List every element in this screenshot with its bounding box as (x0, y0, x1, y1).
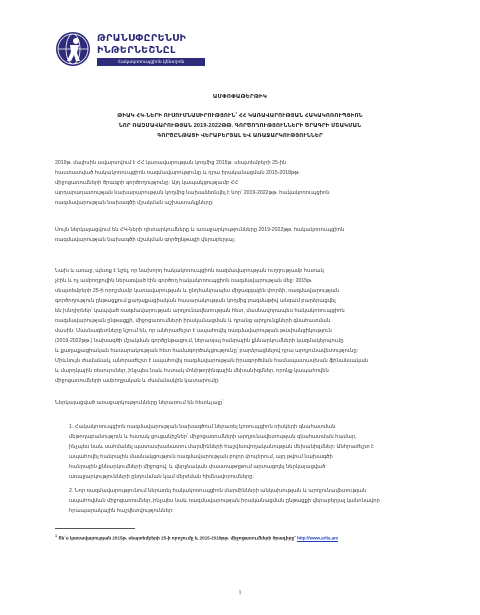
globe-person-icon (55, 31, 91, 67)
text-line: Ներկայացված առաջարկությունները ներառում են հետևյալը՝ (55, 400, 224, 406)
title-line: ՆՈՐ ՌԱԶՄԱՎԱՐՈՒԹՅԱՆ 2019-2022ԹԹ. ԳՈՐԾՈՂՈՒԹՅՈՒՆՆԵՐԻ ԾՐԱԳՐԻ ՄՇԱԿՄԱՆ (118, 123, 362, 129)
text-line: արդարադատության նախարարության կողմից նախաձեռնվել է նոր՝ 2019-2022թթ. հակակոռուպցիոն (55, 190, 330, 196)
paragraph-context (55, 266, 423, 386)
text-line: 2. Նոր ռազմավարությունում ներառել հակակոռուպցիոն մարմինների անկախության և արդյունավետության (69, 488, 367, 494)
text-line: գործողություն ընթացքում քաղաքացիական հասարակության կողմից բազմաթիվ անգամ բարձրացվել (55, 298, 336, 304)
text-line: մեթոդաբանություն և հստակ ցուցանիշներ՝ միջոցառումների արդյունավետության գնահատման համար, (69, 434, 357, 440)
footnote-marker: 1 (55, 534, 58, 538)
title-line: ԳՈՐԾԸՆԹԱՑԻ ՎԵՐԱԲԵՐՅԱԼ ԵՎ ԱՌԱՋԱՐԿՈՒԹՅՈՒՆՆԵՐ (157, 133, 323, 139)
text-line: ապահովման միջոցառումներ, ինչպես նաև ռազմավարության իրականացման ընթացքի վերաբերյալ կանոնավոր (69, 498, 380, 504)
text-line: մասին: Մասնագետները նշում են, որ անհրաժեշտ է ապահովել ռազմավարության թափանցիկություն (55, 328, 332, 334)
text-line: հանրային քննարկումների միջոցով, և վերջնական փաստաթղթում արտացոլել ներկայացված (69, 464, 326, 470)
paragraph-purpose (55, 225, 423, 245)
document-title (55, 111, 425, 141)
recommendation-1 (55, 422, 423, 482)
text-line: ռազմավարության նախագծի մշակման աշխատանքները: (55, 200, 214, 206)
paragraph-intro (55, 158, 423, 208)
text-line: միջոցառումների ամբողջական և ժամանակին կատարումը: (55, 378, 220, 384)
text-line: Նախ և առաջ, պետք է նշել, որ նախորդ հակակոռուպցիոն ռազմավարության ուղղությամբ հստակ (55, 268, 324, 274)
document-label: ԱՄՓՈՓԱԹԵՐԹԻԿ (212, 94, 268, 100)
text-line: ռազմավարության ընթացքի, միջոցառումների իրականացման և դրանց արդյունքների գնահատման (55, 318, 331, 324)
text-line: և քաղաքացիական հասարակության հետ համագործակցությունը՝ բարձրացնելով դրա արդյունավետությունը: (55, 348, 359, 354)
organization-logo (55, 25, 205, 75)
logo-text-line-2: ԻՆԹԵՐՆԵՇՆԸԼ (97, 45, 176, 56)
text-line: ապահովել հանրային մասնակցություն ռազմավարության բոլոր փուլերում, այդ թվում նախագծի (69, 454, 333, 460)
text-line: են խնդիրներ՝ կապված ռազմավարության արդյունավետության հետ, մասնավորապես հակակոռուպցիոն (55, 308, 345, 314)
text-line: սեպտեմբերի 25-ի որոշմամբ կառավարության և ընդհանրապես միջազգային փորձի, ռազմավարության (55, 288, 340, 294)
footnote-link[interactable]: http://www.arlis.am (297, 535, 339, 541)
text-line: միջոցառումների ծրագրի գործողությունը: Այդ կապակցությամբ ՀՀ (55, 180, 239, 186)
text-line: չէին և ոչ ամբողջովին ներառված էին գործող հակակոռուպցիոն ռազմավարության մեջ: 2015թ. (55, 278, 313, 284)
text-line: հաստատված հակակոռուպցիոն ռազմավարությունը և դրա իրականացման 2015-2018թթ. (55, 170, 301, 176)
title-line: ԹԻԱԿ ՀԿ-ՆԵՐԻ ՈՒՍՈՒՄՆԱՍԻՐՈՒԹՅՈՒՆ՝ ՀՀ ԿԱՌԱՎԱՐՈՒԹՅԱՆ ՀԱԿԱԿՈՌՈՒՊՑԻՈՆ (117, 113, 363, 119)
logo-subtitle-band: Հակակոռուպցիոն կենտրոն (97, 58, 205, 66)
text-line: առաջարկությունների ընդունման կամ մերժման հիմնավորումները: (69, 474, 255, 480)
text-line: Սույն ներկայացվում են ՀԿ-ների դիտարկումները և առաջարկությունները 2019-2022թթ. հակակոռուպցիոն (55, 227, 345, 233)
text-line: 2019թ. մայիսին ավարտվում է ՀՀ կառավարության կողմից 2015թ. սեպտեմբերի 25-ին (55, 160, 287, 166)
paragraph-lead-in (55, 398, 423, 408)
text-line: ռազմավարության նախագծի մշակման գործընթացի վերաբերյալ: (55, 237, 236, 243)
text-line: ինչպես նաև սահմանել պատասխանատու մարմինների հաշվետվողականության մեխանիզմներ: Անհրաժեշտ է (69, 444, 374, 450)
text-line: Միևնույն ժամանակ, անհրաժեշտ է ապահովել ռազմավարության իրագործման համապատասխան ֆինանսական (55, 358, 369, 364)
footnote-separator (55, 528, 135, 529)
text-line: 1. Հակակոռուպցիոն ռազմավարության նախագծում ներառել կոռուպցիոն ռիսկերի գնահատման (69, 424, 336, 430)
text-line: (2019-2022թթ.) նախագծի մշակման գործընթացում, ներառյալ հանրային քննարկումների կազմակերպումը (55, 338, 344, 344)
recommendation-2 (55, 486, 423, 516)
page-number: 1 (238, 590, 242, 596)
logo-text-line-1: ԹՐԱՆՍՓԸՐԵՆՍԻ (97, 33, 187, 44)
text-line: և մարդկային ռեսուրսներ, ինչպես նաև հստակ մոնիթորինգային մեխանիզմներ, որոնք կապահովեն (55, 368, 329, 374)
footnote-text: Տե՛ս կառավարության 2015թ. սեպտեմբերի 25-ի որոշումը և 2015-2018թթ. միջոցառումների ծրագիրը՝ (58, 535, 298, 541)
text-line: հրապարակային հաշվետվություններ: (69, 508, 174, 514)
footnote (55, 532, 423, 543)
